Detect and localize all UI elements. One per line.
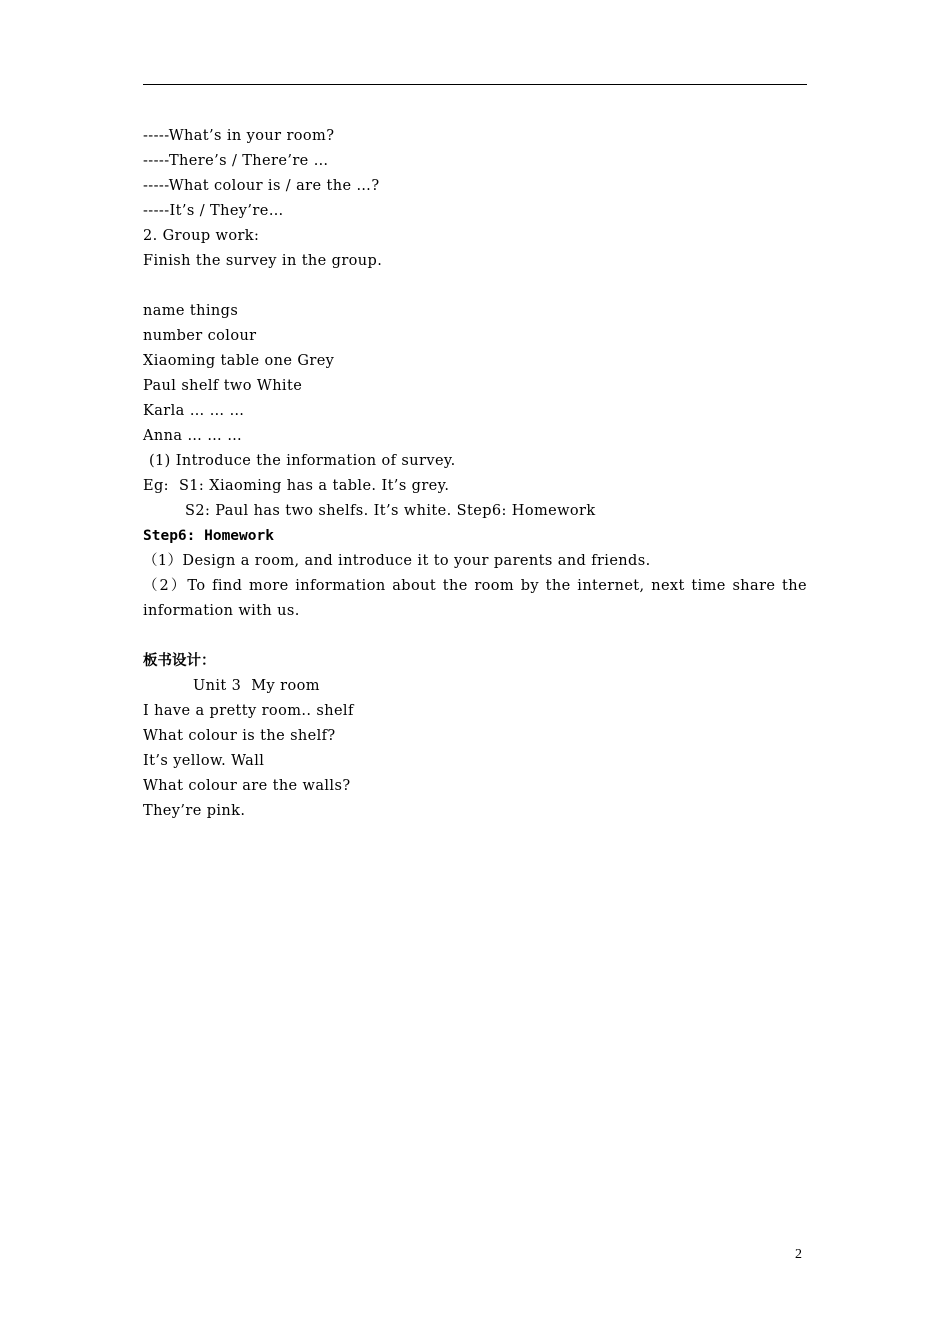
document-body	[143, 124, 807, 824]
dialogue-line: -----What colour is / are the …?	[143, 178, 380, 194]
survey-row: number colour	[143, 328, 257, 344]
blank-line	[143, 274, 807, 299]
introduce-instruction: (1) Introduce the information of survey.	[149, 453, 456, 469]
blank-line	[143, 624, 807, 649]
board-line: It’s yellow. Wall	[143, 753, 265, 769]
homework-item: （2）To find more information about the room by the internet, next time share the information with us.	[143, 578, 807, 619]
board-title: Unit 3 My room	[193, 678, 320, 694]
board-line: What colour are the walls?	[143, 778, 351, 794]
survey-row: Anna … … …	[143, 428, 243, 444]
homework-heading: Step6: Homework	[143, 528, 274, 544]
board-line: What colour is the shelf?	[143, 728, 336, 744]
survey-row: Xiaoming table one Grey	[143, 353, 335, 369]
group-work-instruction: Finish the survey in the group.	[143, 253, 383, 269]
board-line: They’re pink.	[143, 803, 246, 819]
survey-row: Paul shelf two White	[143, 378, 303, 394]
page-number: 2	[795, 1247, 802, 1262]
dialogue-line: -----What’s in your room?	[143, 128, 335, 144]
dialogue-line: -----It’s / They’re…	[143, 203, 284, 219]
survey-row: Karla … … …	[143, 403, 245, 419]
board-design-heading: 板书设计：	[143, 653, 216, 669]
example-line: Eg: S1: Xiaoming has a table. It’s grey.	[143, 478, 450, 494]
homework-item: （1）Design a room, and introduce it to your parents and friends.	[143, 553, 651, 569]
board-line: I have a pretty room.. shelf	[143, 703, 354, 719]
survey-row: name things	[143, 303, 239, 319]
header-rule	[143, 84, 807, 85]
example-line: S2: Paul has two shelfs. It’s white. Step6: Homework	[185, 503, 596, 519]
dialogue-line: -----There’s / There’re …	[143, 153, 329, 169]
group-work-heading: 2. Group work:	[143, 228, 260, 244]
